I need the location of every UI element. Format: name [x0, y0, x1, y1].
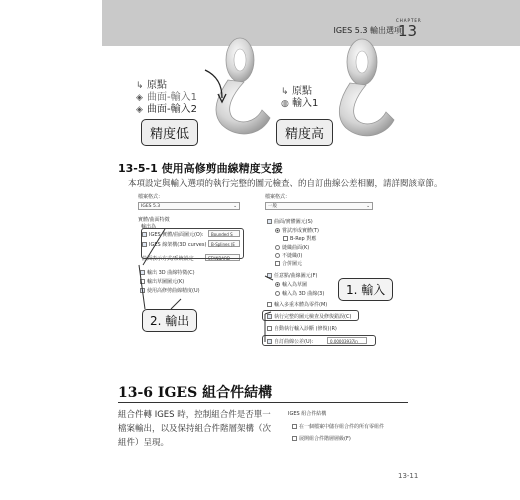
- hook-figure: [0, 0, 520, 150]
- section-body: 本項設定與輸入選項的執行完整的圖元檢查、的自訂曲線公差相關，請詳閱該章節。: [128, 179, 443, 189]
- auto-diagnose-checkbox[interactable]: 自動執行輸入診斷 (修復)(R): [267, 325, 337, 332]
- file-format-select[interactable]: IGES 5.3 ⌄: [138, 202, 240, 210]
- low-precision-label: 精度低: [141, 119, 198, 146]
- output-as-label: 輸出為: [141, 224, 157, 230]
- wireframe-select[interactable]: B-Splines (E: [208, 240, 240, 247]
- tree-item-origin: ↳ 原點: [136, 80, 167, 91]
- surface-icon: ◈: [136, 93, 143, 103]
- import-callout-arrows: [255, 270, 345, 350]
- surface-representation-label: 曲面表示方式/系統設定: [142, 256, 194, 262]
- section-rule: [118, 402, 408, 403]
- chapter-label: CHAPTER: [396, 18, 422, 23]
- section-title: 13-6 IGES 組合件結構: [118, 385, 273, 401]
- surface-icon: ◈: [136, 105, 143, 115]
- section-body: 組合件轉 IGES 時，控制組合件是否單一檔案輸出，以及保持組合件階層架構（次組件）呈現。: [118, 410, 272, 448]
- feature-tree-right: [281, 86, 318, 110]
- tree-item-origin: ↳ 原點: [281, 86, 312, 97]
- header-title: IGES 5.3 輸出選項: [333, 26, 402, 35]
- radio-icon: [275, 253, 280, 258]
- iges-assembly-structure-group: [288, 410, 413, 460]
- import-callout: 1. 輸入: [338, 278, 393, 301]
- import-as-sketch-radio[interactable]: 輸入為草圖: [275, 281, 307, 288]
- export-3d-curve-checkbox[interactable]: 輸出 3D 曲線特徵(C): [140, 269, 195, 276]
- merge-entities-checkbox[interactable]: 合併圖元: [275, 260, 302, 267]
- origin-icon: ↳: [136, 81, 144, 91]
- chevron-down-icon: ⌄: [233, 204, 237, 209]
- body-icon: ◍: [281, 99, 289, 109]
- file-format-label: 檔案格式：: [265, 194, 291, 200]
- free-point-curve-checkbox[interactable]: 任意點/曲線圖元(F): [267, 272, 317, 279]
- origin-icon: ↳: [281, 87, 289, 97]
- no-knit-radio[interactable]: 不縫織(I): [275, 252, 302, 259]
- radio-icon: [275, 245, 280, 250]
- tree-item-surface-1: ◈ 曲面-輸入1: [136, 92, 197, 103]
- file-format-label: 檔案格式：: [138, 194, 164, 200]
- checkbox-icon: [283, 236, 288, 241]
- high-trim-curve-accuracy-checkbox[interactable]: 使用高修剪曲線精度(U): [140, 287, 200, 294]
- try-form-solid-radio[interactable]: 嘗試形成實體(T): [275, 227, 319, 234]
- export-sketch-checkbox[interactable]: 輸出草圖圖元(K): [140, 278, 184, 285]
- surface-representation-select[interactable]: STANDARD: [205, 254, 240, 261]
- full-entity-check-checkbox[interactable]: 執行完整的圖元檢查及修復錯誤(C): [267, 313, 351, 320]
- tree-item-surface-2: ◈ 曲面-輸入2: [136, 104, 197, 115]
- export-callout: 2. 輸出: [142, 309, 197, 332]
- file-format-select[interactable]: 一般 ⌄: [265, 202, 373, 210]
- group-title: IGES 組合件結構: [288, 411, 327, 417]
- checkbox-icon: [275, 261, 280, 266]
- section-title: 13-5-1 使用高修剪曲線精度支援: [118, 162, 283, 175]
- iges-solid-surface-checkbox[interactable]: IGES 實體/曲面圖元(O):: [142, 231, 203, 238]
- checkbox-icon: [292, 436, 297, 441]
- tree-item-import-1: ◍ 輸入1: [281, 98, 319, 109]
- feature-tree-left: [136, 80, 197, 116]
- save-all-components-checkbox[interactable]: 在一個檔案中儲存組合件的所有零組件: [292, 423, 384, 430]
- radio-icon: [275, 228, 280, 233]
- solid-surface-label: 實體/曲面特徵: [138, 217, 170, 223]
- export-callout-arrows: [125, 225, 265, 320]
- flatten-assembly-hierarchy-checkbox[interactable]: 展開組合件階層層級(F): [292, 435, 351, 442]
- surface-entities-checkbox[interactable]: 曲面/實體圖元(S): [267, 218, 313, 225]
- high-precision-label: 精度高: [276, 119, 333, 146]
- iges-wireframe-checkbox[interactable]: IGES 線架構(3D curves): [142, 241, 206, 248]
- hook-low-precision-image: [216, 38, 270, 134]
- custom-curve-tolerance-checkbox[interactable]: 自訂曲線公差(U):: [267, 338, 313, 345]
- chevron-down-icon: ⌄: [366, 204, 370, 209]
- surface-entity-select[interactable]: Bounded S: [208, 230, 240, 237]
- import-as-3d-curve-radio[interactable]: 輸入為 3D 曲線(3): [275, 290, 324, 297]
- curve-tolerance-input[interactable]: 0.00003937in: [327, 337, 367, 344]
- checkbox-icon: [292, 424, 297, 429]
- checkbox-icon: [267, 219, 272, 224]
- page-number: 13-11: [398, 472, 419, 480]
- knit-surfaces-radio[interactable]: 縫織曲面(K): [275, 244, 309, 251]
- hook-high-precision-image: [339, 39, 394, 136]
- chapter-number: 13: [398, 22, 418, 40]
- import-multiple-bodies-checkbox[interactable]: 輸入多重本體為零件(M): [267, 301, 327, 308]
- b-rep-mapping-checkbox[interactable]: B-Rep 對應: [283, 235, 316, 242]
